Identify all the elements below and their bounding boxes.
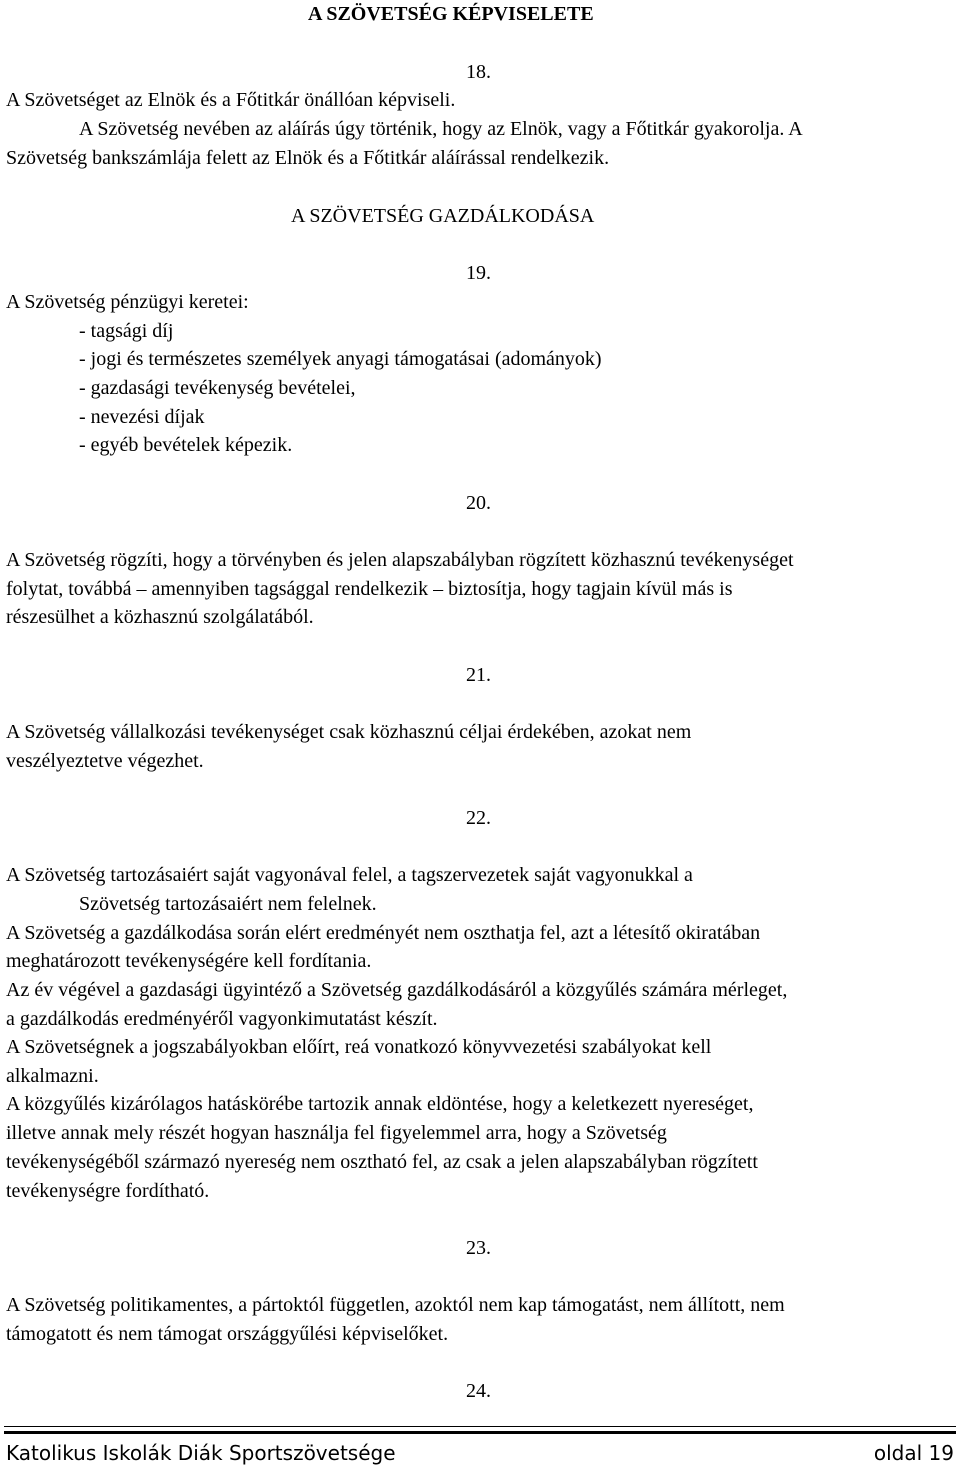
article-number-21: 21. — [466, 664, 491, 686]
list-item: - jogi és természetes személyek anyagi támogatásai (adományok) — [79, 348, 602, 370]
article-22-line: illetve annak mely részét hogyan használja fel figyelemmel arra, hogy a Szövetség — [6, 1122, 667, 1144]
article-22-line: A Szövetség a gazdálkodása során elért eredményét nem oszthatja fel, azt a létesítő okiratában — [6, 922, 761, 944]
article-22-line: A közgyűlés kizárólagos hatáskörébe tartozik annak eldöntése, hogy a keletkezett nyereséget, — [6, 1093, 754, 1115]
article-20-line: folytat, továbbá – amennyiben tagsággal rendelkezik – biztosítja, hogy tagjain kívül más is — [6, 578, 733, 600]
section-title-management: A SZÖVETSÉG GAZDÁLKODÁSA — [291, 205, 595, 227]
list-item: - egyéb bevételek képezik. — [79, 434, 293, 456]
article-number-22: 22. — [466, 807, 491, 829]
article-18-line: A Szövetséget az Elnök és a Főtitkár önállóan képviseli. — [6, 89, 456, 111]
article-20-line: A Szövetség rögzíti, hogy a törvényben és jelen alapszabályban rögzített közhasznú tevékenységet — [6, 549, 794, 571]
footer-divider — [4, 1426, 956, 1427]
article-number-20: 20. — [466, 492, 491, 514]
article-22-line: tevékenységéből származó nyereség nem osztható fel, az csak a jelen alapszabályban rögzített — [6, 1151, 758, 1173]
article-number-18: 18. — [466, 61, 491, 83]
article-22-line: Szövetség tartozásaiért nem felelnek. — [79, 893, 377, 915]
article-18-line: Szövetség bankszámlája felett az Elnök és a Főtitkár aláírással rendelkezik. — [6, 147, 610, 169]
article-22-line: meghatározott tevékenységére kell fordítania. — [6, 950, 372, 972]
article-22-line: alkalmazni. — [6, 1065, 99, 1087]
footer-organization: Katolikus Iskolák Diák Sportszövetsége — [6, 1441, 396, 1465]
list-item: - gazdasági tevékenység bevételei, — [79, 377, 356, 399]
article-19-intro: A Szövetség pénzügyi keretei: — [6, 291, 249, 313]
article-22-line: Az év végével a gazdasági ügyintéző a Szövetség gazdálkodásáról a közgyűlés számára mérleget, — [6, 979, 788, 1001]
list-item: - nevezési díjak — [79, 406, 205, 428]
article-22-line: tevékenységre fordítható. — [6, 1180, 210, 1202]
article-number-24: 24. — [466, 1380, 491, 1402]
article-22-line: A Szövetség tartozásaiért saját vagyonával felel, a tagszervezetek saját vagyonukkal a — [6, 864, 693, 886]
article-23-line: támogatott és nem támogat országgyűlési képviselőket. — [6, 1323, 449, 1345]
article-21-line: A Szövetség vállalkozási tevékenységet csak közhasznú céljai érdekében, azokat nem — [6, 721, 692, 743]
article-20-line: részesülhet a közhasznú szolgálatából. — [6, 606, 314, 628]
footer-page-number: oldal 19 — [873, 1441, 954, 1465]
article-23-line: A Szövetség politikamentes, a pártoktól független, azoktól nem kap támogatást, nem állított, nem — [6, 1294, 785, 1316]
footer-divider-thick — [4, 1431, 956, 1434]
article-18-line: A Szövetség nevében az aláírás úgy történik, hogy az Elnök, vagy a Főtitkár gyakorolja. A — [79, 118, 803, 140]
article-21-line: veszélyeztetve végezhet. — [6, 750, 204, 772]
article-22-line: a gazdálkodás eredményéről vagyonkimutatást készít. — [6, 1008, 438, 1030]
article-number-23: 23. — [466, 1237, 491, 1259]
list-item: - tagsági díj — [79, 320, 174, 342]
article-22-line: A Szövetségnek a jogszabályokban előírt, reá vonatkozó könyvvezetési szabályokat kell — [6, 1036, 712, 1058]
section-title-representation: A SZÖVETSÉG KÉPVISELETE — [308, 3, 594, 25]
article-number-19: 19. — [466, 262, 491, 284]
